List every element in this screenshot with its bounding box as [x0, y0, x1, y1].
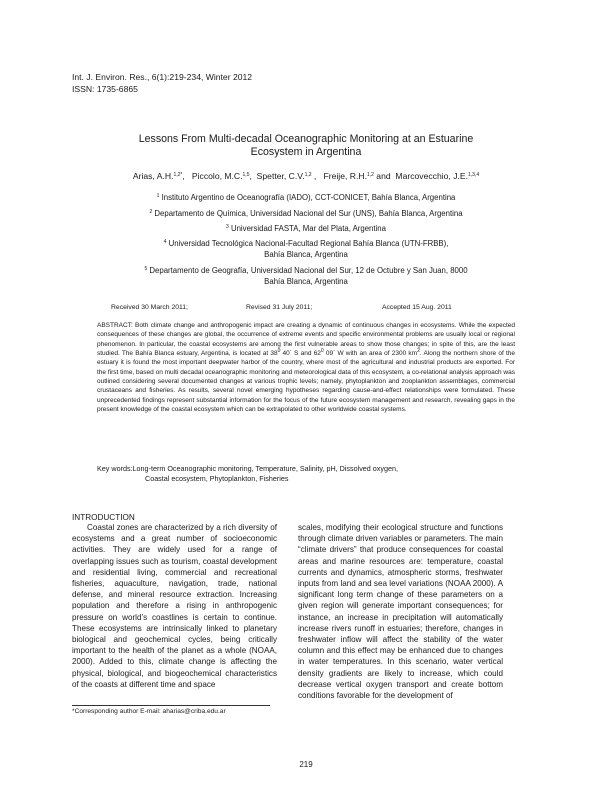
affiliation: [80, 193, 532, 204]
author-name: Spetter, C.V.: [256, 171, 305, 181]
author-affiliation-marker: 1,2: [366, 172, 374, 178]
squared-symbol: 2: [417, 348, 420, 355]
keywords-line-1: Long-term Oceanographic monitoring, Temperature, Salinity, pH, Dissolved oxygen,: [132, 464, 398, 473]
affiliation-text: Universidad Tecnológica Nacional-Facultad Regional Bahía Blanca (UTN-FRBB),: [168, 239, 449, 248]
abstract-text: 09´ W with an area of 2300 km: [323, 350, 418, 358]
author-affiliation-marker: 1,3,4: [468, 172, 480, 178]
author-affiliation-marker: 1,5: [242, 172, 250, 178]
affiliation-number: 2: [149, 209, 153, 215]
page-number: 219: [299, 760, 313, 769]
author-list: [72, 171, 540, 181]
author-name: Freije, R.H.: [323, 171, 367, 181]
affiliation: [80, 224, 532, 235]
intro-paragraph: Coastal zones are characterized by a rich diversity of ecosystems and a great number of socioeconomic activities. They are widely used for a range of overlapping issues such as tourism, coastal development and residential living, commercial and recreational fisheries, aquaculture, navigation, trade, national defense, and mineral resource extraction. Increasing population and therefore a rising in anthropogenic pressure on world’s coastlines is certain to continue. These ecosystems are intrinsically linked to planetary biological and geochemical cycles, being critically important to the health of the planet as a whole (NOAA, 2000). Added to this, climate change is affecting the physical, biological, and biogeochemical characteristics of the coasts at different time and space: [72, 523, 277, 689]
abstract-label: ABSTRACT:: [97, 322, 133, 329]
journal-citation: Int. J. Environ. Res., 6(1):219-234, Winter 2012: [72, 72, 253, 82]
paper-title: [100, 133, 512, 159]
degree-symbol: 0: [277, 348, 281, 355]
author-separator: and: [373, 171, 394, 181]
affiliation-continuation: Bahía Blanca, Argentina: [264, 276, 348, 286]
issn: ISSN: 1735-6865: [72, 84, 138, 94]
affiliation-number: 5: [144, 266, 148, 272]
abstract-text: 40´ S and 62: [280, 350, 321, 358]
affiliation-number: 3: [226, 224, 229, 230]
footnote-divider: [72, 705, 270, 706]
affiliation-text: Universidad FASTA, Mar del Plata, Argentina: [230, 224, 386, 233]
author-affiliation-marker: 1,2*: [173, 172, 183, 178]
author-name: Arias, A.H.: [132, 171, 174, 181]
author-name: Marcovecchio, J.E.: [395, 171, 469, 181]
title-line-2: Ecosystem in Argentina: [250, 146, 362, 159]
author-affiliation-marker: 1,2: [304, 172, 312, 178]
title-line-1: Lessons From Multi-decadal Oceanographic Monitoring at an Estuarine: [138, 133, 474, 145]
affiliation-text: Departamento de Química, Universidad Nacional del Sur (UNS), Bahía Blanca, Argentina: [154, 209, 463, 218]
keywords-label: Key words:: [97, 464, 133, 473]
keywords-line-2: Coastal ecosystem, Phytoplankton, Fisheries: [145, 474, 289, 484]
abstract: [97, 321, 515, 414]
affiliation-continuation: Bahía Blanca, Argentina: [264, 249, 348, 259]
author-separator: ,: [249, 171, 255, 181]
abstract-text: Both climate change and anthropogenic impact are creating a dynamic of continuous changes in ecosystems. While the expected consequences of these changes are global, the occurrence of extreme events and specific environmental problems are usually local or regional phenomenon. In particular, the coastal ecosystems are among the first vulnerable areas to show those changes; in spite of this, are the least studied. The Bahía Blanca estuary, Argentina, is located at 38: [97, 322, 515, 358]
intro-column-left: [72, 522, 277, 690]
affiliation-text: Instituto Argentino de Oceanografía (IADO), CCT-CONICET, Bahía Blanca, Argentina: [161, 193, 456, 202]
degree-symbol: 0: [320, 348, 324, 355]
revised-date: Revised 31 July 2011;: [246, 304, 313, 311]
intro-paragraph: scales, modifying their ecological structure and functions through climate driven variables or parameters. The main “climate drivers” that produce consequences for coastal areas and marine resources are: temperature, coastal currents and dynamics, atmospheric storms, freshwater inputs from land and sea level variations (NOAA 2000). A significant long term change of these parameters on a given region will generate important consequences; for instance, an increase in precipitation will automatically increase rivers runoff in estuaries; therefore, changes in freshwater inflow will affect the stability of the water column and this effect may be enhanced due to changes in water temperatures. In this scenario, water vertical density gradients are likely to increase, which could decrease vertical oxygen transport and create bottom conditions favorable for the development of: [298, 523, 503, 701]
author-name: Piccolo, M.C.: [191, 171, 243, 181]
accepted-date: Accepted 15 Aug. 2011: [382, 304, 452, 311]
affiliation-number: 1: [156, 193, 160, 199]
author-separator: ,: [182, 171, 190, 181]
affiliation-text: Departamento de Geografía, Universidad Nacional del Sur, 12 de Octubre y San Juan, 8000: [149, 266, 468, 275]
received-date: Received 30 March 2011;: [111, 304, 188, 311]
intro-column-right: [298, 522, 503, 701]
affiliation: [80, 266, 532, 288]
keywords: [97, 464, 515, 484]
affiliation: [80, 239, 532, 261]
section-heading: INTRODUCTION: [72, 513, 135, 522]
affiliation-number: 4: [163, 239, 167, 245]
author-separator: ,: [311, 171, 322, 181]
affiliation: [80, 209, 532, 220]
abstract-text: . Along the northern shore of the estuary it is found the most important deepwater harbor of the country, where most of the agricultural and industrial products are exported. For the first time, based on multi decadal oceanographic monitoring and meteorological data of this ecosystem, a co-relational analysis approach was outlined considering several documented changes at various trophic levels; namely, phytoplankton and zooplankton assemblages, commercial crustaceans and fisheries. As results, several novel emerging hypotheses regarding cause-and-effect relationships were formulated. These unprecedented findings represent substantial information for the focus of the future ecosystem management and research, revealing gaps in the present knowledge of the coastal ecosystem which can be extrapolated to other worldwide coastal systems.: [97, 350, 515, 414]
corresponding-author-footnote: *Corresponding author E-mail: aharias@criba.edu.ar: [72, 708, 226, 715]
